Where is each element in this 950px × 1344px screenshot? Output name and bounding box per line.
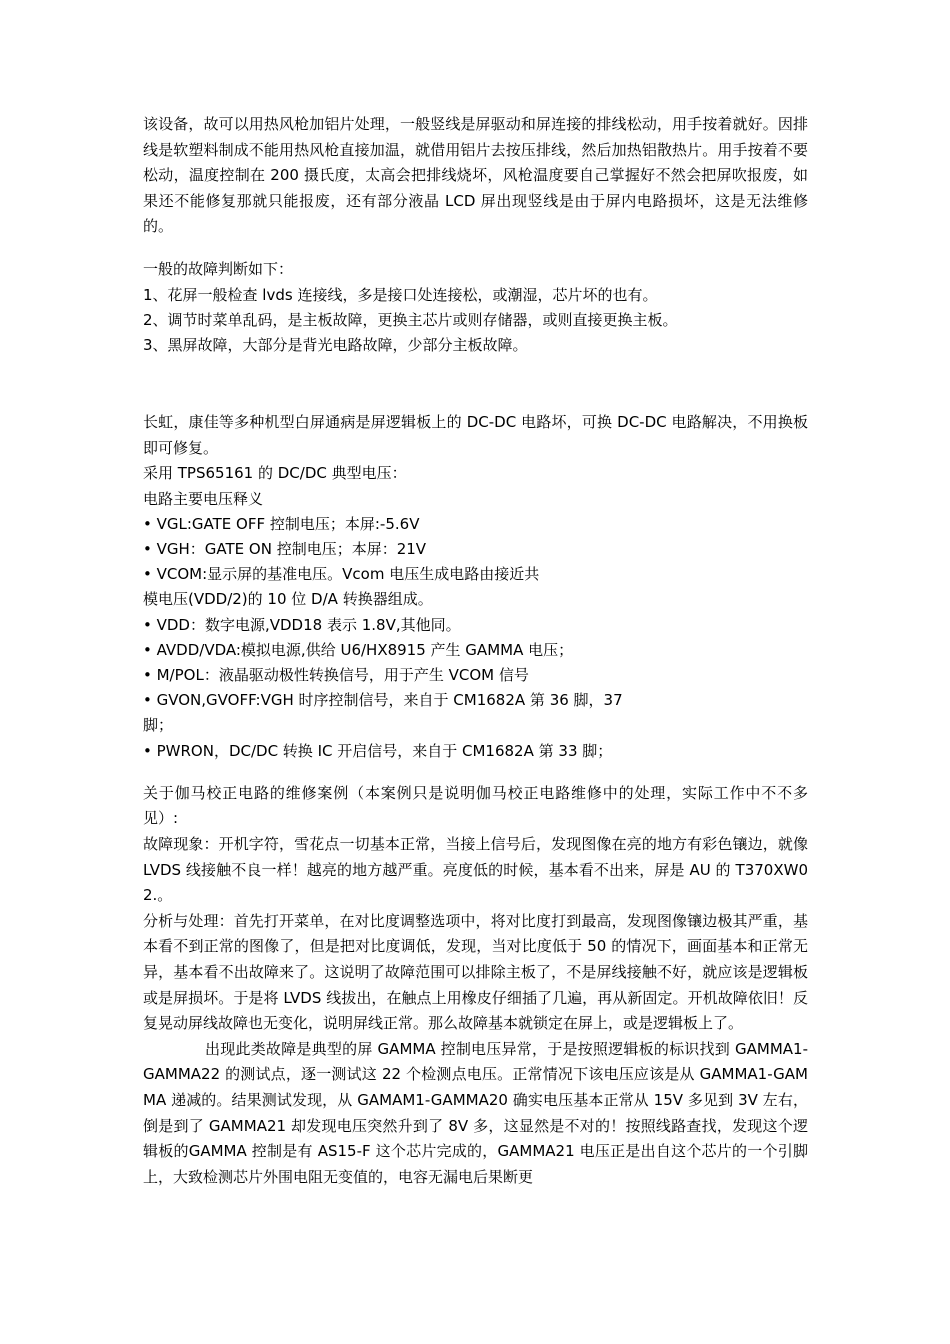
intro-paragraph: 该设备，故可以用热风枪加铝片处理，一般竖线是屏驱动和屏连接的排线松动，用手按着就好。因排线是软塑料制成不能用热风枪直接加温，就借用铝片去按压排线，然后加热铝散热片。用手按着不要松动，温度控制在 200 摄氏度，太高会把排线烧坏，风枪温度要自己掌握好不然会把屏吹报废，如果还不能修复那就只能报废，还有部分液晶 LCD 屏出现竖线是由于屏内电路损坏，这是无法维修的。 bbox=[143, 115, 808, 236]
case-title: 关于伽马校正电路的维修案例（本案例只是说明伽马校正电路维修中的处理，实际工作中不不多见）: bbox=[143, 783, 808, 828]
voltage-item: • VCOM:显示屏的基准电压。Vcom 电压生成电路由接近共 bbox=[143, 565, 540, 584]
gamma-paragraph: 出现此类故障是典型的屏 GAMMA 控制电压异常，于是按照逻辑板的标识找到 GAMMA1-GAMMA22 的测试点，逐一测试这 22 个检测点电压。正常情况下该电压应该是从 GAMMA1-GAMMA 递减的。结果测试发现，从 GAMAM1-GAMMA20 确实电压基本正常从 15V 多见到 3V 左右，倒是到了 GAMMA21 却发现电压突然升到了 8V 多，这显然是不对的！按照线路查找，发现这个逻辑板的GAMMA 控制是有 AS15-F 这个芯片完成的，GAMMA21 电压正是出自这个芯片的一个引脚上，大致检测芯片外围电阻无变值的，电容无漏电后果断更 bbox=[143, 1039, 808, 1186]
voltage-item: • GVON,GVOFF:VGH 时序控制信号，来自于 CM1682A 第 36 脚，37 bbox=[143, 691, 623, 710]
voltage-item: • PWRON，DC/DC 转换 IC 开启信号，来自于 CM1682A 第 33 脚； bbox=[143, 741, 613, 760]
fault-item-1: 1、花屏一般检查 lvds 连接线，多是接口处连接松，或潮湿，芯片坏的也有。 bbox=[143, 285, 658, 304]
spacer bbox=[143, 358, 808, 410]
voltage-item: • VGH：GATE ON 控制电压；本屏：21V bbox=[143, 539, 427, 558]
whitescreen-paragraph: 长虹，康佳等多种机型白屏通病是屏逻辑板上的 DC-DC 电路坏，可换 DC-DC 电路解决，不用换板即可修复。 bbox=[143, 413, 808, 457]
spacer bbox=[143, 764, 808, 781]
spacer bbox=[143, 240, 808, 257]
document-page bbox=[143, 112, 808, 1190]
voltage-item: • VGL:GATE OFF 控制电压；本屏:-5.6V bbox=[143, 514, 420, 533]
symptom-paragraph: 故障现象：开机字符，雪花点一切基本正常，当接上信号后，发现图像在亮的地方有彩色镶边，就像 LVDS 线接触不良一样！越亮的地方越严重。亮度低的时候，基本看不出来，屏是 AU 的 T370XW02.。 bbox=[143, 834, 808, 905]
voltage-item: 脚； bbox=[143, 716, 174, 735]
fault-item-3: 3、黑屏故障，大部分是背光电路故障，少部分主板故障。 bbox=[143, 335, 528, 354]
voltage-item: 模电压(VDD/2)的 10 位 D/A 转换器组成。 bbox=[143, 590, 433, 609]
tps-line: 采用 TPS65161 的 DC/DC 典型电压： bbox=[143, 464, 407, 483]
fault-heading: 一般的故障判断如下： bbox=[143, 259, 294, 278]
voltage-item: • VDD：数字电源,VDD18 表示 1.8V,其他同。 bbox=[143, 615, 461, 634]
voltage-heading: 电路主要电压释义 bbox=[143, 489, 264, 508]
voltage-item: • AVDD/VDA:模拟电源,供给 U6/HX8915 产生 GAMMA 电压； bbox=[143, 640, 574, 659]
fault-item-2: 2、调节时菜单乱码，是主板故障，更换主芯片或则存储器，或则直接更换主板。 bbox=[143, 310, 678, 329]
analysis-paragraph: 分析与处理：首先打开菜单，在对比度调整选项中，将对比度打到最高，发现图像镶边极其严重，基本看不到正常的图像了，但是把对比度调低，发现，当对比度低于 50 的情况下，画面基本和正常无异，基本看不出故障来了。这说明了故障范围可以排除主板了，不是屏线接触不好，就应该是逻辑板或是屏损坏。于是将 LVDS 线拔出，在触点上用橡皮仔细插了几遍，再从新固定。开机故障依旧！反复晃动屏线故障也无变化，说明屏线正常。那么故障基本就锁定在屏上，或是逻辑板上了。 bbox=[143, 911, 808, 1033]
voltage-item: • M/POL：液晶驱动极性转换信号，用于产生 VCOM 信号 bbox=[143, 665, 529, 684]
